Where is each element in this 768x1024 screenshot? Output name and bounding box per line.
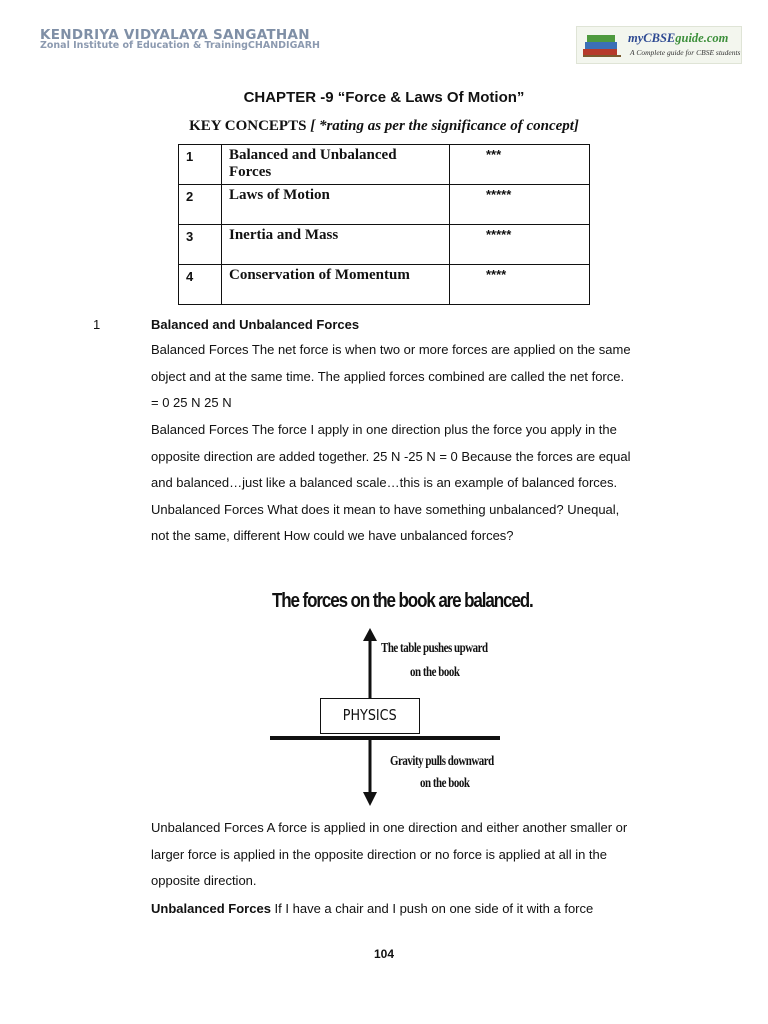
org-subtitle-city: CHANDIGARH xyxy=(247,40,320,51)
upward-force-label-line1: The table pushes upward xyxy=(381,641,488,656)
key-concepts-table xyxy=(178,144,590,305)
section-number: 1 xyxy=(93,317,101,332)
section-title: Balanced and Unbalanced Forces xyxy=(151,317,360,332)
paragraph-chair-text: If I have a chair and I push on one side of it with a force xyxy=(270,901,594,916)
org-name: KENDRIYA VIDYALAYA SANGATHAN xyxy=(40,27,310,43)
logo-tagline: A Complete guide for CBSE students xyxy=(630,48,741,57)
org-subtitle-institute: Zonal Institute of Education & Training xyxy=(40,40,248,51)
logo-name xyxy=(628,31,728,46)
table-row xyxy=(179,185,590,225)
key-concepts-heading xyxy=(0,118,768,135)
paragraph-chair-example xyxy=(151,896,631,923)
downward-force-label-line1: Gravity pulls downward xyxy=(390,754,494,769)
paragraph-chair-lead: Unbalanced Forces xyxy=(151,901,271,916)
concept-name: Balanced and Unbalanced Forces xyxy=(222,145,450,185)
concept-rating: **** xyxy=(450,265,590,305)
table-row xyxy=(179,145,590,185)
books-icon xyxy=(581,31,623,59)
key-concepts-note: [ *rating as per the significance of concept] xyxy=(310,118,579,134)
concept-rating: ***** xyxy=(450,225,590,265)
org-subtitle xyxy=(40,40,320,51)
table-row xyxy=(179,225,590,265)
upward-arrow-head xyxy=(363,628,377,641)
concept-rating: ***** xyxy=(450,185,590,225)
page-number: 104 xyxy=(373,947,395,961)
downward-force-label-line2: on the book xyxy=(420,776,470,791)
book-label: PHYSICS xyxy=(343,706,397,724)
table-row xyxy=(179,265,590,305)
concept-name: Laws of Motion xyxy=(222,185,450,225)
paragraph-balanced-forces: Balanced Forces The force I apply in one direction plus the force you apply in the opposite direction are added together. 25 N -25 N = 0 Because the forces are equal and balanced…just like a balanced scale…this is an example of balanced forces. Unbalanced Forces What does it mean to have something unbalanced? Unequal, not the same, different How could we have unbalanced forces? xyxy=(151,422,631,543)
physics-book-box xyxy=(320,698,420,734)
mycbseguide-logo xyxy=(576,26,742,64)
concept-number: 4 xyxy=(179,265,222,305)
figure-title: The forces on the book are balanced. xyxy=(272,590,533,612)
concept-name: Conservation of Momentum xyxy=(222,265,450,305)
paragraph-net-force: Balanced Forces The net force is when two or more forces are applied on the same object and at the same time. The applied forces combined are called the net force. = 0 25 N 25 N xyxy=(151,342,631,410)
concept-number: 2 xyxy=(179,185,222,225)
balanced-forces-figure xyxy=(250,582,533,812)
key-concepts-label: KEY CONCEPTS xyxy=(189,118,311,134)
concept-rating: *** xyxy=(450,145,590,185)
paragraph-unbalanced-forces: Unbalanced Forces A force is applied in one direction and either another smaller or larger force is applied in the opposite direction or no force is applied at all in the opposite direction. xyxy=(151,820,628,888)
concept-number: 3 xyxy=(179,225,222,265)
logo-name-my: my xyxy=(628,31,644,45)
logo-name-cbse: CBSE xyxy=(643,31,676,45)
concept-number: 1 xyxy=(179,145,222,185)
chapter-title: CHAPTER -9 “Force & Laws Of Motion” xyxy=(243,89,525,106)
upward-force-label-line2: on the book xyxy=(410,665,460,680)
concept-name: Inertia and Mass xyxy=(222,225,450,265)
force-arrows-diagram xyxy=(250,582,518,812)
logo-name-guide: guide.com xyxy=(675,31,729,45)
downward-arrow-head xyxy=(363,792,377,806)
